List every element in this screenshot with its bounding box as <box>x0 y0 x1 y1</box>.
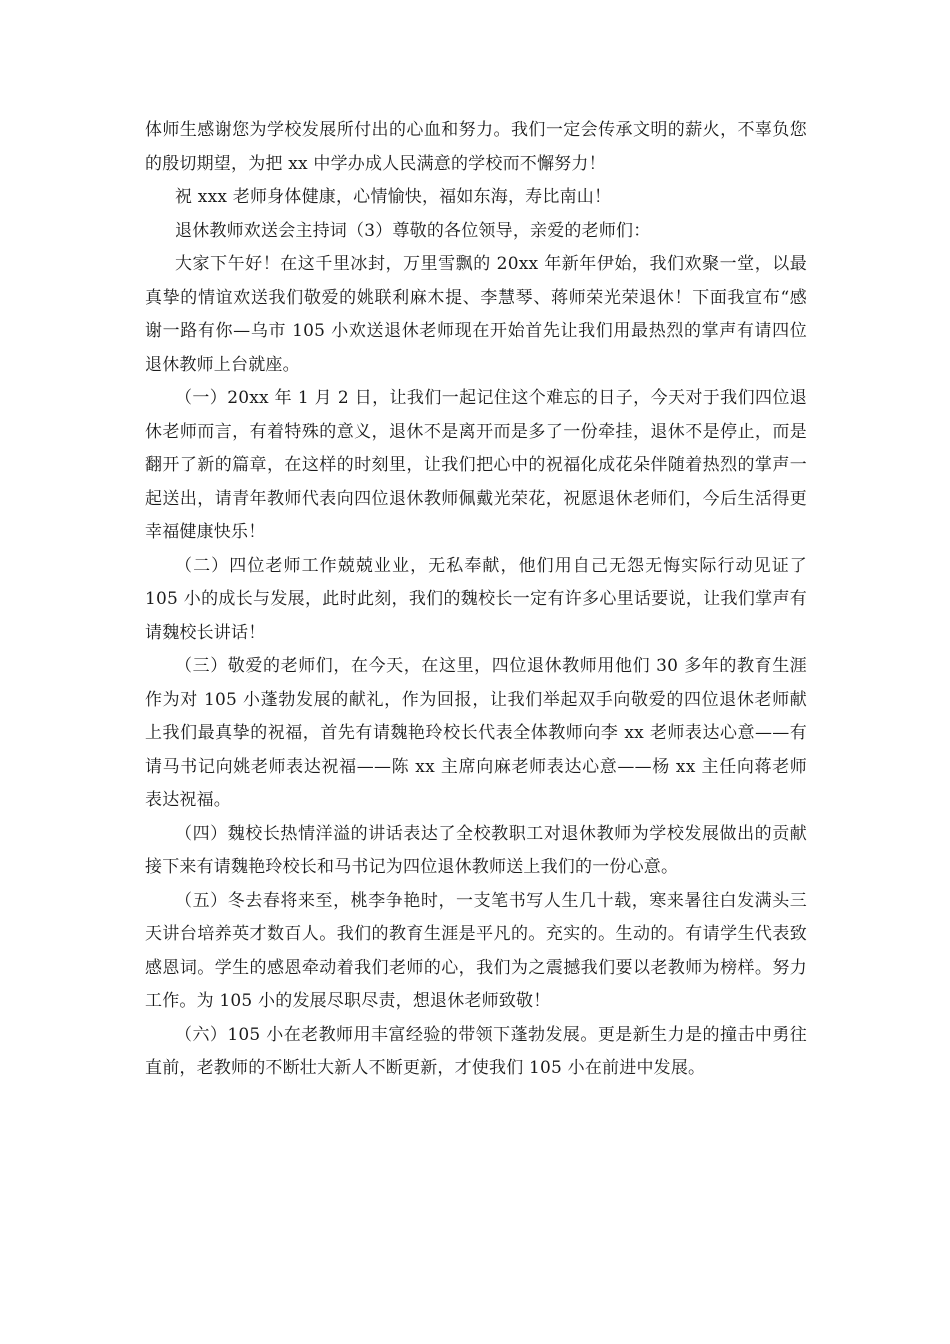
paragraph-7: （三）敬爱的老师们，在今天，在这里，四位退休教师用他们 30 多年的教育生涯作为对 105 小蓬勃发展的献礼，作为回报，让我们举起双手向敬爱的四位退休老师献上我们最真挚的祝福，首先有请魏艳玲校长代表全体教师向李 xx 老师表达心意——有请马书记向姚老师表达祝福——陈 xx 主席向麻老师表达心意——杨 xx 主任向蒋老师表达祝福。 <box>145 656 807 810</box>
paragraph-10: （六）105 小在老教师用丰富经验的带领下蓬勃发展。更是新生力是的撞击中勇往直前，老教师的不断壮大新人不断更新，才使我们 105 小在前进中发展。 <box>145 1024 807 1078</box>
paragraph-3: 退休教师欢送会主持词（3）尊敬的各位领导，亲爱的老师们： <box>175 220 651 241</box>
paragraph-2: 祝 xxx 老师身体健康，心情愉快，福如东海，寿比南山！ <box>175 187 612 207</box>
paragraph-8: （四）魏校长热情洋溢的讲话表达了全校教职工对退休教师为学校发展做出的贡献接下来有请魏艳玲校长和马书记为四位退休教师送上我们的一份心意。 <box>145 823 807 877</box>
paragraph-4: 大家下午好！在这千里冰封，万里雪飘的 20xx 年新年伊始，我们欢聚一堂，以最真挚的情谊欢送我们敬爱的姚联利麻木提、李慧琴、蒋师荣光荣退休！下面我宣布“感谢一路有你—乌市 105 小欢送退休老师现在开始首先让我们用最热烈的掌声有请四位退休教师上台就座。 <box>145 254 807 375</box>
paragraph-9: （五）冬去春将来至，桃李争艳时，一支笔书写人生几十载，寒来暑往白发满头三天讲台培养英才数百人。我们的教育生涯是平凡的。充实的。生动的。有请学生代表致感恩词。学生的感恩牵动着我们老师的心，我们为之震撼我们要以老教师为榜样。努力工作。为 105 小的发展尽职尽责，想退休老师致敬！ <box>145 890 807 1011</box>
paragraph-6: （二）四位老师工作兢兢业业，无私奉献，他们用自己无怨无悔实际行动见证了 105 小的成长与发展，此时此刻，我们的魏校长一定有许多心里话要说，让我们掌声有请魏校长讲话！ <box>145 555 807 643</box>
paragraph-1: 体师生感谢您为学校发展所付出的心血和努力。我们一定会传承文明的薪火，不辜负您的殷切期望，为把 xx 中学办成人民满意的学校而不懈努力！ <box>145 120 807 174</box>
paragraph-5: （一）20xx 年 1 月 2 日，让我们一起记住这个难忘的日子，今天对于我们四位退休老师而言，有着特殊的意义，退休不是离开而是多了一份牵挂，退休不是停止，而是翻开了新的篇章，在这样的时刻里，让我们把心中的祝福化成花朵伴随着热烈的掌声一起送出，请青年教师代表向四位退休教师佩戴光荣花，祝愿退休老师们，今后生活得更幸福健康快乐！ <box>145 388 807 542</box>
document-body <box>145 114 807 1086</box>
